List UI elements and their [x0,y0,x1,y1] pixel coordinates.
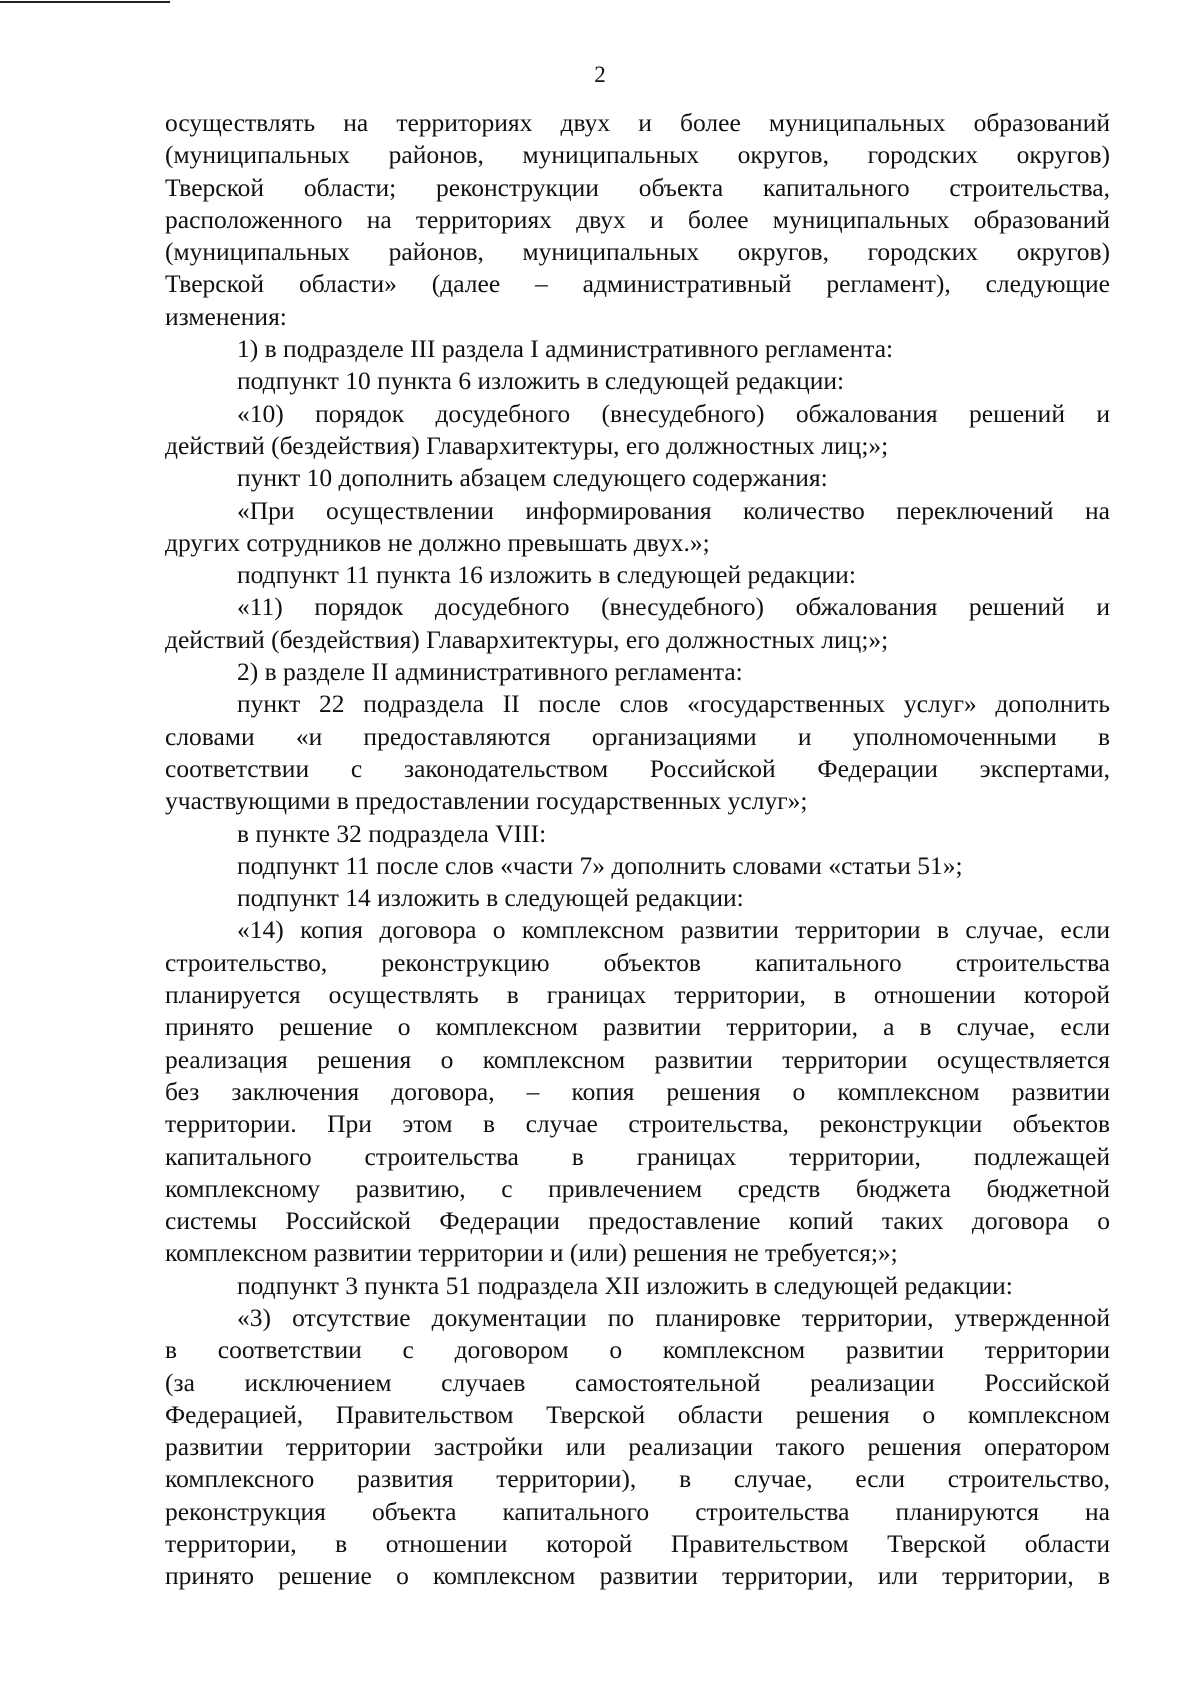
text-line: подпункт 11 пункта 16 изложить в следующей редакции: [237,560,856,590]
text-line: принято решение о комплексном развитии территории, или территории, в [165,1561,1110,1591]
text-line: без заключения договора, – копия решения о комплексном развитии [165,1076,1110,1106]
text-line: в соответствии с договором о комплексном развитии территории [165,1335,1110,1365]
text-line: территории, в отношении которой Правительством Тверской области [165,1529,1110,1559]
text-line: словами «и предоставляются организациями и уполномоченными в [165,721,1110,751]
text-line: строительство, реконструкцию объектов капитального строительства [165,947,1110,977]
text-line: территории. При этом в случае строительства, реконструкции объектов [165,1109,1110,1139]
text-line: «10) порядок досудебного (внесудебного) обжалования решений и [237,398,1110,428]
text-line: развитии территории застройки или реализации такого решения оператором [165,1432,1110,1462]
text-line: системы Российской Федерации предоставление копий таких договора о [165,1206,1110,1236]
text-line: комплексном развитии территории и (или) решения не требуется;»; [165,1238,898,1268]
page-number: 2 [594,62,606,87]
text-line: других сотрудников не должно превышать двух.»; [165,527,710,557]
text-line: «3) отсутствие документации по планировке территории, утвержденной [237,1302,1110,1332]
text-line: в пункте 32 подраздела VIII: [237,818,547,848]
text-line: подпункт 11 после слов «части 7» дополнить словами «статьи 51»; [237,850,963,880]
text-line: 1) в подразделе III раздела I административного регламента: [237,334,894,364]
text-line: реконструкция объекта капитального строительства планируются на [165,1496,1110,1526]
text-line: пункт 10 дополнить абзацем следующего содержания: [237,463,828,493]
text-line: изменения: [165,301,287,331]
text-line: (муниципальных районов, муниципальных округов, городских округов) [165,140,1110,170]
text-line: (за исключением случаев самостоятельной реализации Российской [165,1367,1110,1397]
text-line: 2) в разделе II административного регламента: [237,657,743,687]
text-line: подпункт 3 пункта 51 подраздела XII изложить в следующей редакции: [237,1270,1013,1300]
text-line: Тверской области» (далее – административный регламент), следующие [165,269,1110,299]
text-line: «При осуществлении информирования количество переключений на [237,495,1110,525]
text-line: Тверской области; реконструкции объекта капитального строительства, [165,172,1110,202]
text-line: планируется осуществлять в границах территории, в отношении которой [165,980,1110,1010]
document-body [165,107,1110,1593]
text-line: «11) порядок досудебного (внесудебного) обжалования решений и [237,592,1110,622]
text-line: принято решение о комплексном развитии территории, а в случае, если [165,1012,1110,1042]
text-line: комплексному развитию, с привлечением средств бюджета бюджетной [165,1173,1110,1203]
text-line: пункт 22 подраздела II после слов «государственных услуг» дополнить [237,689,1110,719]
text-line: подпункт 10 пункта 6 изложить в следующей редакции: [237,366,845,396]
text-line: (муниципальных районов, муниципальных округов, городских округов) [165,237,1110,267]
text-line: участвующими в предоставлении государственных услуг»; [165,786,808,816]
text-line: Федерацией, Правительством Тверской области решения о комплексном [165,1399,1110,1429]
text-line: расположенного на территориях двух и более муниципальных образований [165,204,1110,234]
text-line: соответствии с законодательством Российской Федерации экспертами, [165,753,1110,783]
text-line: подпункт 14 изложить в следующей редакции: [237,883,744,913]
text-line: осуществлять на территориях двух и более муниципальных образований [165,108,1110,137]
text-line: комплексного развития территории), в случае, если строительство, [165,1464,1110,1494]
text-line: «14) копия договора о комплексном развитии территории в случае, если [237,915,1110,945]
text-line: реализация решения о комплексном развитии территории осуществляется [165,1044,1110,1074]
scan-edge-rule [0,1,170,3]
text-line: действий (бездействия) Главархитектуры, его должностных лиц;»; [165,624,889,654]
text-line: капитального строительства в границах территории, подлежащей [165,1141,1110,1171]
text-line: действий (бездействия) Главархитектуры, его должностных лиц;»; [165,430,889,460]
